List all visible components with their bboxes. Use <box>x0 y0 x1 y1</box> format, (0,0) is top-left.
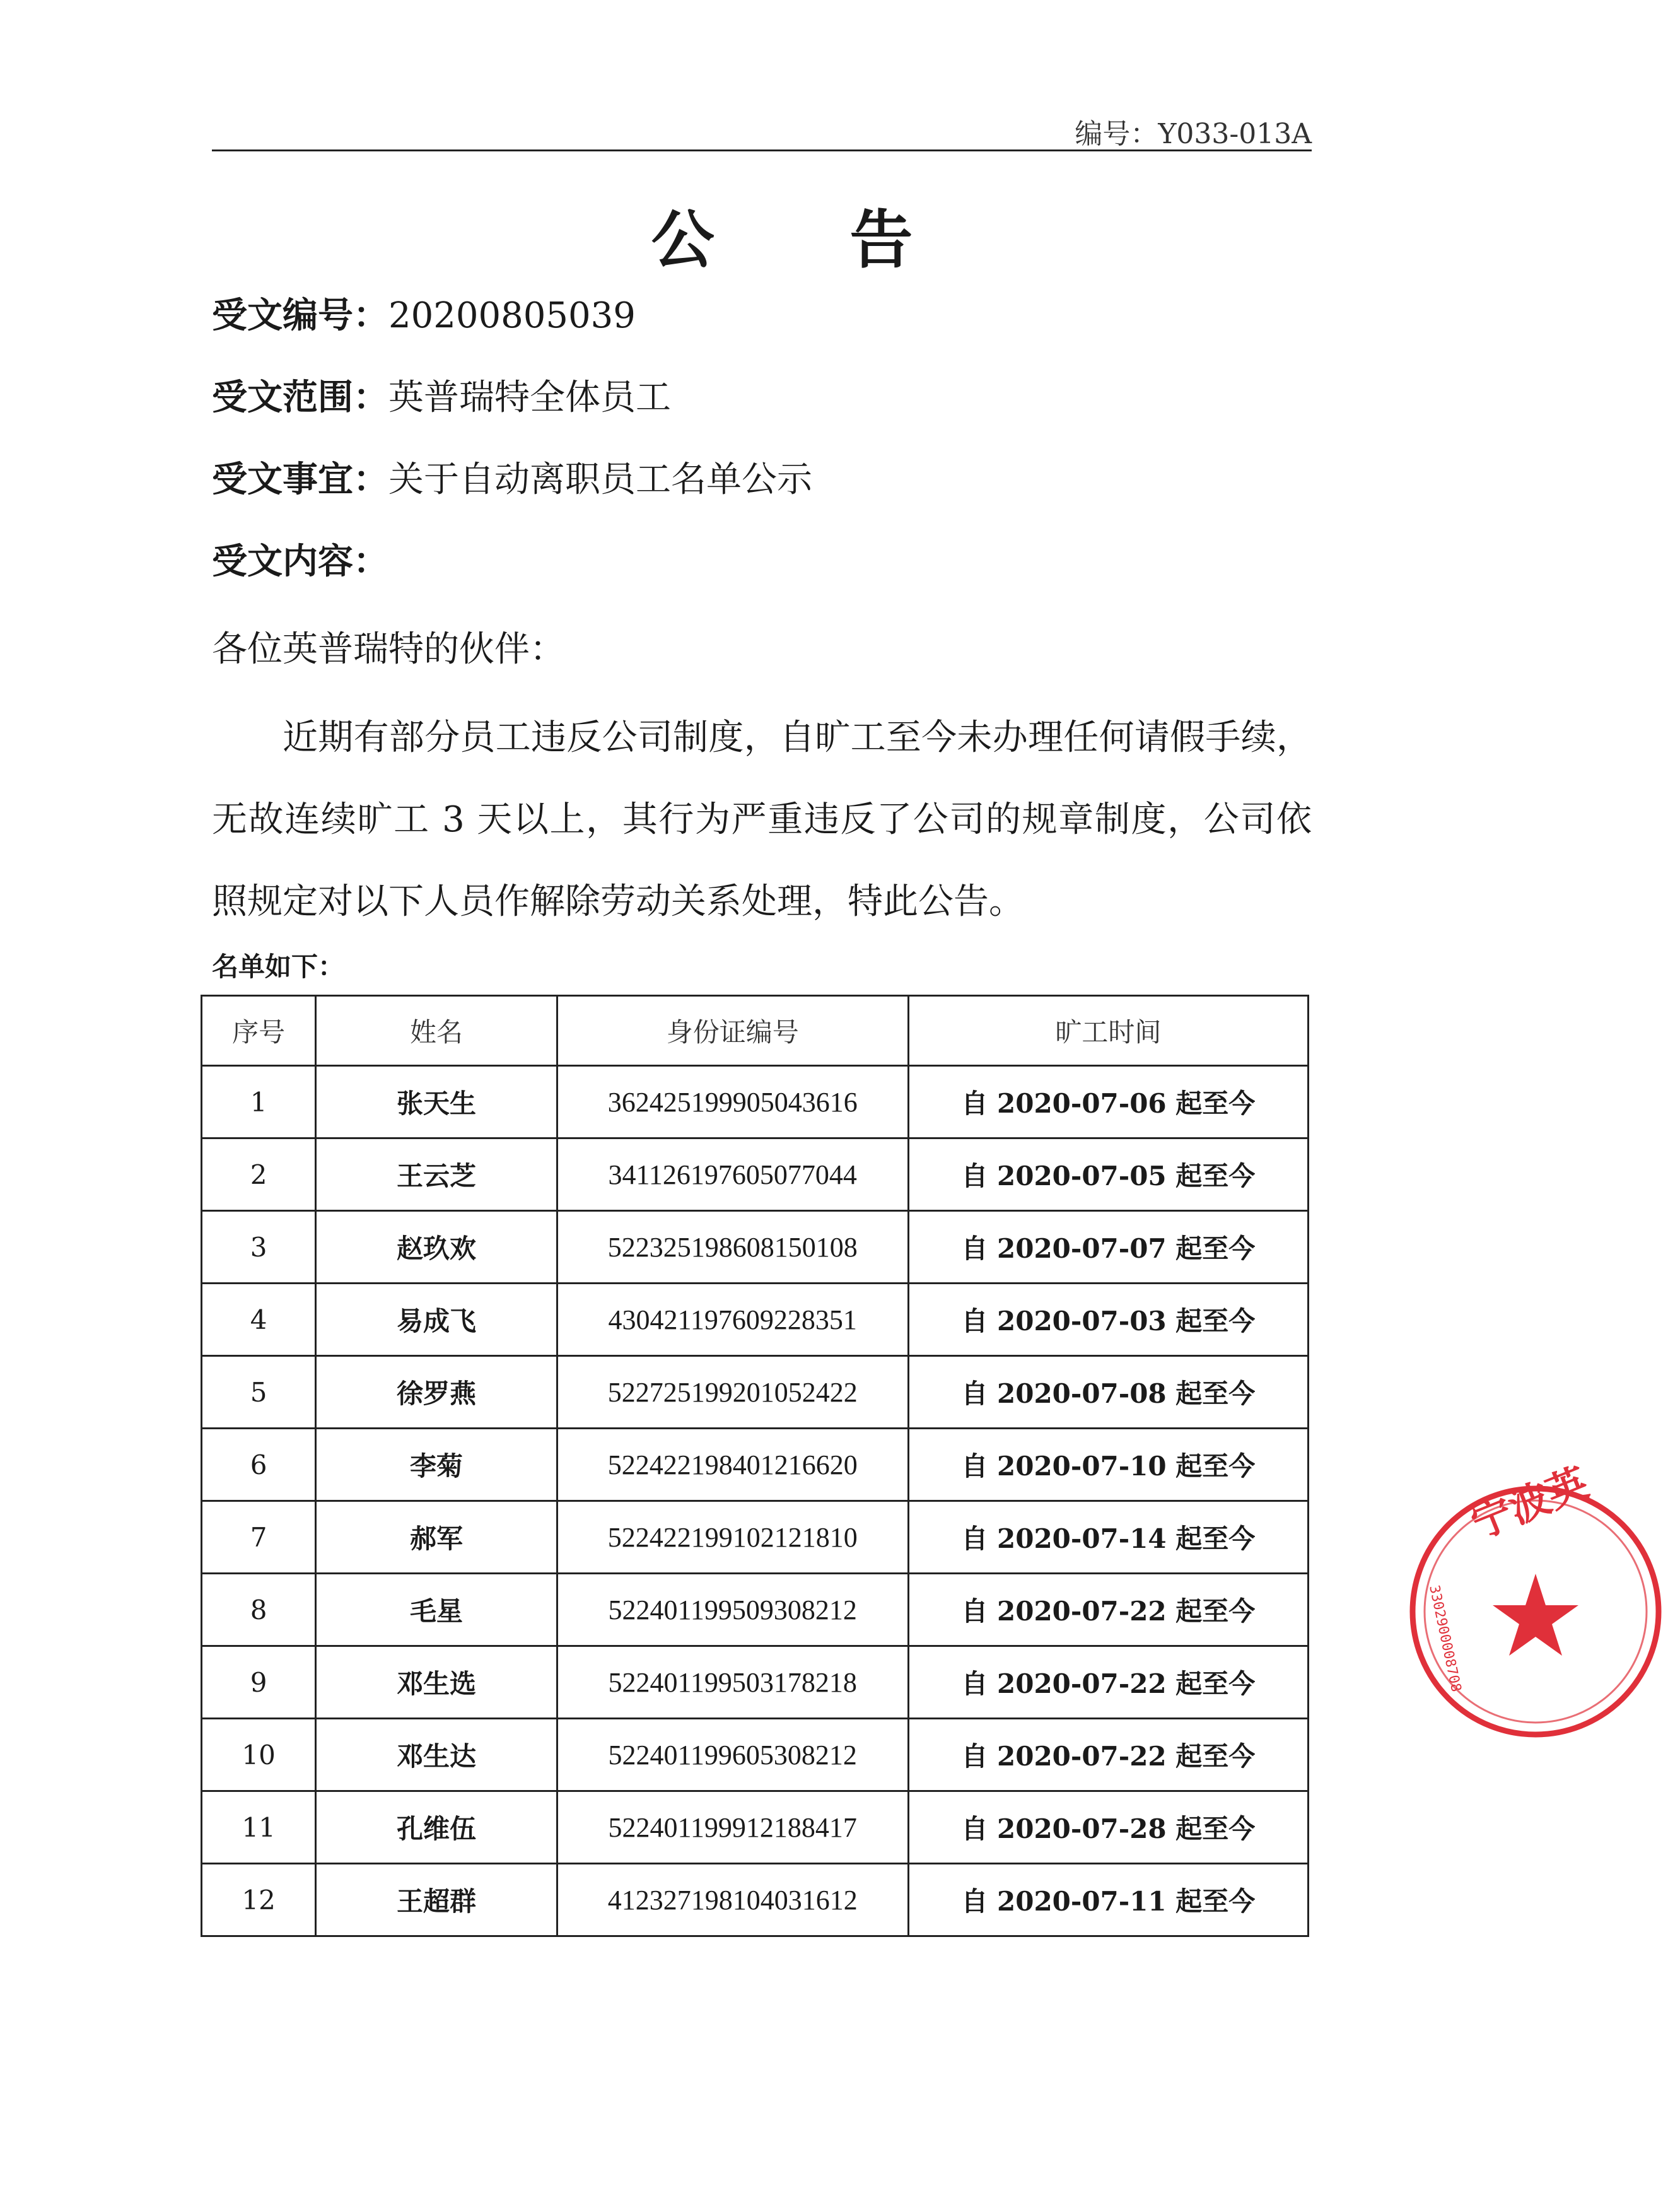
cell-name: 赵玖欢 <box>316 1211 557 1284</box>
table-row <box>202 1284 1309 1356</box>
table-row <box>202 1501 1309 1574</box>
table-row <box>202 1356 1309 1429</box>
cell-name: 邓生选 <box>316 1646 557 1719</box>
cell-id: 522422199102121810 <box>557 1501 908 1574</box>
table-row <box>202 1138 1309 1211</box>
cell-name: 毛星 <box>316 1574 557 1646</box>
cell-absence: 自 2020-07-10 起至今 <box>908 1429 1308 1501</box>
field-value: 英普瑞特全体员工 <box>388 377 671 418</box>
table-row <box>202 1646 1309 1719</box>
cell-seq: 12 <box>202 1864 316 1936</box>
cell-seq: 8 <box>202 1574 316 1646</box>
cell-absence: 自 2020-07-11 起至今 <box>908 1864 1308 1936</box>
table-row <box>202 1066 1309 1138</box>
cell-seq: 11 <box>202 1791 316 1864</box>
cell-absence: 自 2020-07-14 起至今 <box>908 1501 1308 1574</box>
document-number: 编号：Y033-013A <box>1075 118 1312 150</box>
cell-seq: 2 <box>202 1138 316 1211</box>
field-value: 关于自动离职员工名单公示 <box>388 459 812 500</box>
field-label: 受文事宜： <box>212 459 388 500</box>
cell-name: 易成飞 <box>316 1284 557 1356</box>
field-label: 受文内容： <box>212 541 388 582</box>
table-header-row <box>202 996 1309 1066</box>
cell-absence: 自 2020-07-22 起至今 <box>908 1574 1308 1646</box>
header-absence: 旷工时间 <box>908 996 1308 1066</box>
company-seal <box>1403 1459 1668 1744</box>
table-row <box>202 1211 1309 1284</box>
cell-seq: 6 <box>202 1429 316 1501</box>
field-value: 20200805039 <box>388 295 636 336</box>
cell-name: 李菊 <box>316 1429 557 1501</box>
cell-seq: 7 <box>202 1501 316 1574</box>
table-row <box>202 1429 1309 1501</box>
field-label: 受文编号： <box>212 295 388 336</box>
seal-star-icon <box>1493 1574 1578 1656</box>
field-scope <box>212 375 671 420</box>
cell-id: 430421197609228351 <box>557 1284 908 1356</box>
cell-name: 郝军 <box>316 1501 557 1574</box>
cell-id: 522401199509308212 <box>557 1574 908 1646</box>
table-row <box>202 1864 1309 1936</box>
cell-name: 王超群 <box>316 1864 557 1936</box>
cell-id: 522422198401216620 <box>557 1429 908 1501</box>
cell-name: 孔维伍 <box>316 1791 557 1864</box>
cell-seq: 4 <box>202 1284 316 1356</box>
cell-id: 522401199912188417 <box>557 1791 908 1864</box>
cell-seq: 5 <box>202 1356 316 1429</box>
table-row <box>202 1791 1309 1864</box>
cell-absence: 自 2020-07-08 起至今 <box>908 1356 1308 1429</box>
header-rule <box>212 149 1312 151</box>
cell-id: 362425199905043616 <box>557 1066 908 1138</box>
table-row <box>202 1574 1309 1646</box>
cell-id: 522401199503178218 <box>557 1646 908 1719</box>
header-id: 身份证编号 <box>557 996 908 1066</box>
table-row <box>202 1719 1309 1791</box>
cell-id: 522401199605308212 <box>557 1719 908 1791</box>
header-name: 姓名 <box>316 996 557 1066</box>
cell-seq: 1 <box>202 1066 316 1138</box>
table-body <box>202 1066 1309 1936</box>
field-document-number <box>212 293 636 338</box>
cell-name: 徐罗燕 <box>316 1356 557 1429</box>
dismissal-table <box>201 995 1309 1937</box>
header-seq: 序号 <box>202 996 316 1066</box>
cell-name: 邓生达 <box>316 1719 557 1791</box>
greeting: 各位英普瑞特的伙伴： <box>212 629 565 670</box>
svg-text:3302900008708: 3302900008708 <box>1426 1584 1464 1694</box>
page-title: 公 告 <box>651 202 970 277</box>
list-label: 名单如下： <box>212 951 345 982</box>
cell-seq: 10 <box>202 1719 316 1791</box>
svg-text:宁波英: 宁波英 <box>1464 1459 1595 1548</box>
cell-absence: 自 2020-07-05 起至今 <box>908 1138 1308 1211</box>
field-subject <box>212 457 812 502</box>
cell-id: 341126197605077044 <box>557 1138 908 1211</box>
cell-name: 张天生 <box>316 1066 557 1138</box>
cell-id: 522325198608150108 <box>557 1211 908 1284</box>
cell-seq: 9 <box>202 1646 316 1719</box>
cell-id: 522725199201052422 <box>557 1356 908 1429</box>
body-paragraph: 近期有部分员工违反公司制度，自旷工至今未办理任何请假手续，无故连续旷工 3 天以上，其行为严重违反了公司的规章制度，公司依照规定对以下人员作解除劳动关系处理，特此公告。 <box>212 717 1312 922</box>
cell-name: 王云芝 <box>316 1138 557 1211</box>
field-label: 受文范围： <box>212 377 388 418</box>
cell-seq: 3 <box>202 1211 316 1284</box>
cell-absence: 自 2020-07-06 起至今 <box>908 1066 1308 1138</box>
cell-absence: 自 2020-07-07 起至今 <box>908 1211 1308 1284</box>
cell-id: 412327198104031612 <box>557 1864 908 1936</box>
field-content <box>212 539 388 584</box>
cell-absence: 自 2020-07-22 起至今 <box>908 1646 1308 1719</box>
cell-absence: 自 2020-07-28 起至今 <box>908 1791 1308 1864</box>
cell-absence: 自 2020-07-22 起至今 <box>908 1719 1308 1791</box>
cell-absence: 自 2020-07-03 起至今 <box>908 1284 1308 1356</box>
